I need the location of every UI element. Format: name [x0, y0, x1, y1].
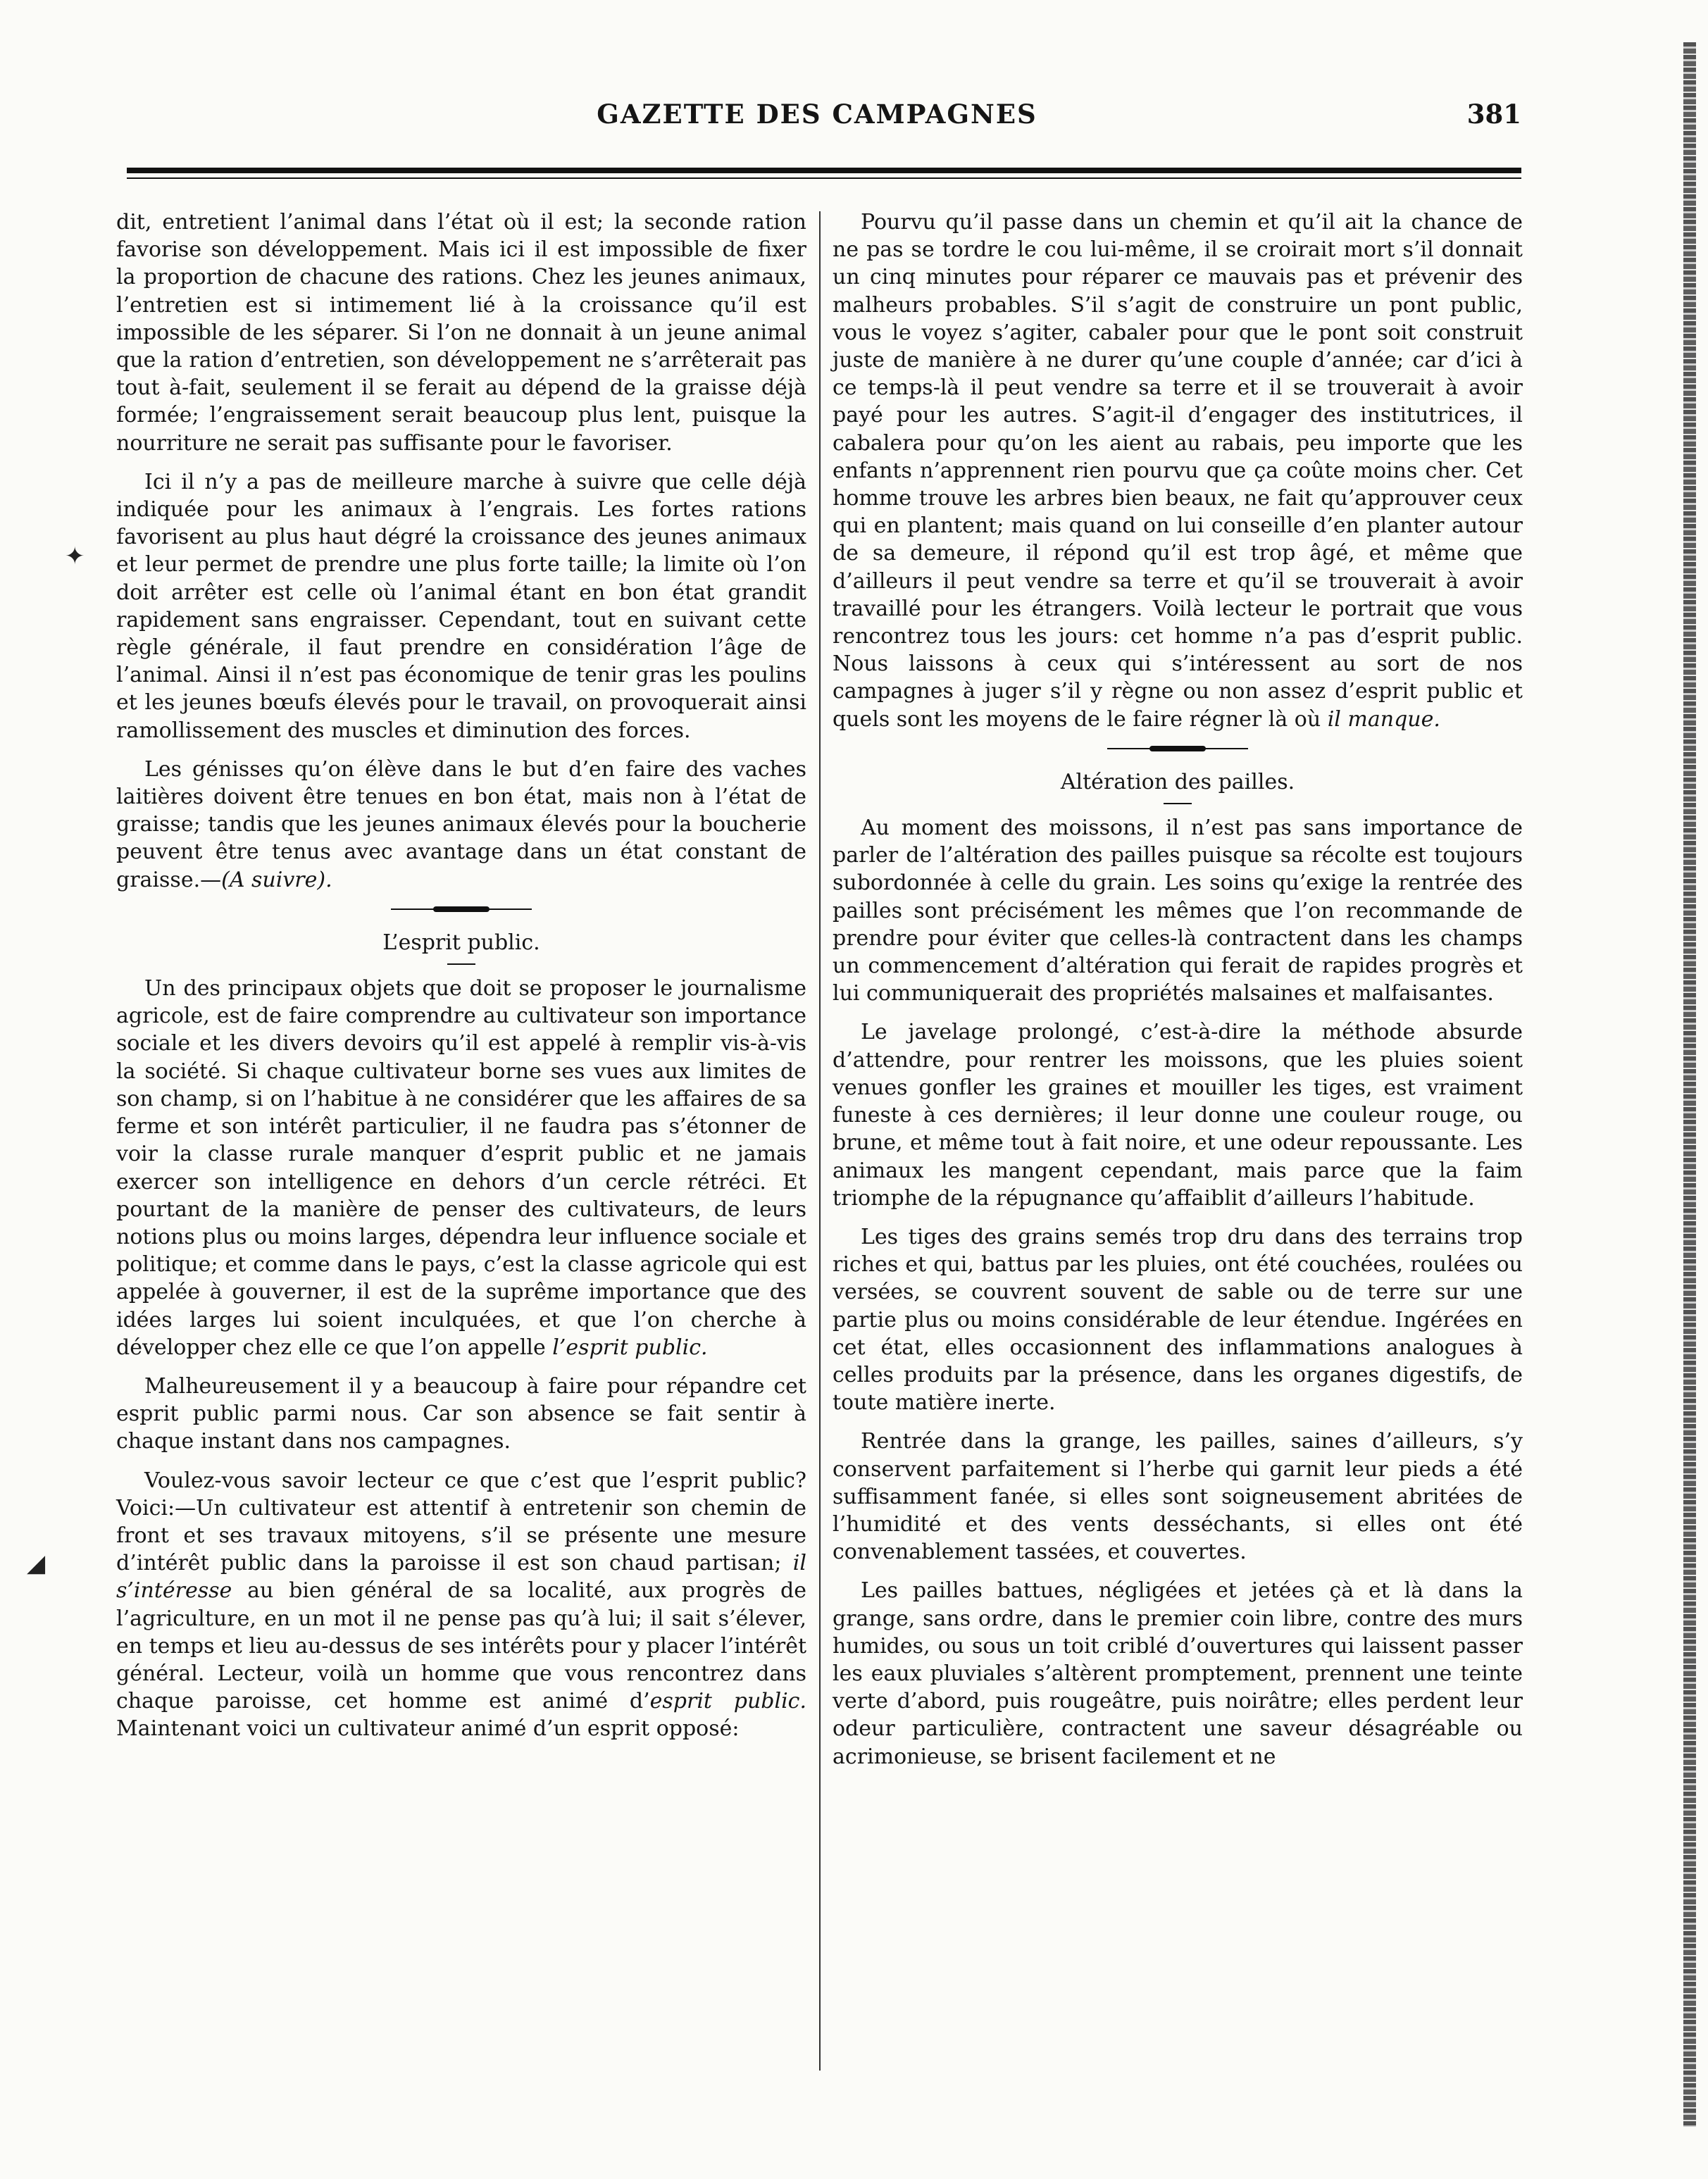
paragraph: Le javelage prolongé, c’est-à-dire la méthode absurde d’attendre, pour rentrer les moissons, que les pluies soient venues gonfler les graines et mouiller les tiges, est vraiment funeste à ces dernières; il leur donne une couleur rouge, ou brune, et même tout à fait noire, et une odeur repoussante. Les animaux les mangent cependant, mais parce que la faim triomphe de la répugnance qu’affaiblit d’ailleurs l’habitude.	[833, 1020, 1523, 1211]
scan-edge-shadow	[1683, 42, 1696, 2127]
paragraph: Rentrée dans la grange, les pailles, saines d’ailleurs, s’y conservent parfaitement si l’herbe qui garnit leur pieds a été suffisamment fanée, si elles sont soigneusement abritées de l’humidité et des vents desséchants, si elles ont été convenablement tassées, et couvertes.	[833, 1429, 1523, 1565]
section-title-alteration-pailles: Altération des pailles.	[1060, 769, 1295, 794]
emphasis: esprit public.	[649, 1689, 807, 1714]
margin-ink-mark: ◢	[27, 1549, 46, 1578]
page-number: 381	[1466, 99, 1521, 130]
paragraph	[116, 1467, 806, 1743]
left-column	[116, 208, 806, 2061]
to-be-continued: (A suivre).	[221, 867, 332, 892]
paragraph: Malheureusement il y a beaucoup à faire pour répandre cet esprit public parmi nous. Car son absence se fait sentir à chaque instant dans nos campagnes.	[116, 1373, 806, 1454]
paragraph-text: Un des principaux objets que doit se proposer le journalisme agricole, est de faire comprendre au cultivateur son importance sociale et les divers devoirs qu’il est appelé à remplir vis-à-vis la société. Si chaque cultivateur borne ses vues aux limites de son champ, si on l’habitue à ne considérer que les affaires de sa ferme et son intérêt particulier, il ne faudra pas s’étonner de voir la classe rurale manquer d’esprit public et ne jamais exercer son intelligence en dehors d’un cercle rétréci. Et pourtant de la manière de penser des cultivateurs, de leurs notions plus ou moins larges, dépendra leur influence sociale et politique; et comme dans le pays, c’est la classe agricole qui est appelée à gouverner, il est de la suprême importance que des idées larges lui soient inculquées, et que l’on cherche à développer chez elle ce que l’on appelle	[116, 976, 806, 1360]
paragraph	[116, 756, 806, 894]
right-column	[833, 208, 1523, 2061]
paragraph	[116, 975, 806, 1361]
paragraph-text: au bien général de sa localité, aux progrès de l’agriculture, en un mot il ne pense pas qu’à lui; il sait s’élever, en temps et lieu au-dessus de ses intérêts pour y placer l’intérêt général. Lecteur, voilà un homme que vous rencontrez dans chaque paroisse, cet homme est animé d’	[116, 1578, 806, 1714]
header-rule-thin	[127, 177, 1521, 179]
paragraph: dit, entretient l’animal dans l’état où il est; la seconde ration favorise son développement. Mais ici il est impossible de fixer la proportion de chacune des rations. Chez les jeunes animaux, l’entretien est si intimement lié à la croissance qu’il est impossible de les séparer. Si l’on ne donnait à un jeune animal que la ration d’entretien, son développement ne s’arrêterait pas tout à-fait, seulement il se ferait au dépend de la graisse déjà formée; l’engraissement serait beaucoup plus lent, puisque la nourriture ne serait pas suffisante pour le favoriser.	[116, 210, 806, 456]
paragraph: Les pailles battues, négligées et jetées çà et là dans la grange, sans ordre, dans le premier coin libre, contre des murs humides, ou sous un toit criblé d’ouvertures qui laissent passer les eaux pluviales s’altèrent promptement, prennent une teinte verte d’abord, puis rougeâtre, puis noirâtre; elles perdent leur odeur particulière, contractent une saveur désagréable ou acrimonieuse, se brisent facilement et ne	[833, 1578, 1523, 1769]
title-underline	[447, 963, 475, 965]
paragraph: Ici il n’y a pas de meilleure marche à suivre que celle déjà indiquée pour les animaux à l’engrais. Les fortes rations favorisent au plus haut dégré la croissance des jeunes animaux et leur permet de prendre une plus forte taille; la limite où l’on doit arrêter est celle où l’animal étant en bon état grandit rapidement sans engraisser. Cependant, tout en suivant cette règle générale, il faut prendre en considération l’âge de l’animal. Ainsi il n’est pas économique de tenir gras les poulins et les jeunes bœufs élevés pour le travail, on provoquerait ainsi ramollissement des muscles et diminution des forces.	[116, 469, 806, 743]
paragraph	[833, 208, 1523, 733]
emphasis: l’esprit public.	[552, 1335, 708, 1360]
section-separator	[1107, 746, 1248, 751]
column-divider	[819, 211, 821, 2071]
margin-ink-mark: ✦	[65, 542, 85, 570]
section-title-esprit-public: L’esprit public.	[382, 930, 540, 955]
section-separator	[391, 906, 532, 912]
paragraph-text: Voulez-vous savoir lecteur ce que c’est que l’esprit public? Voici:—Un cultivateur est attentif à entretenir son chemin de front et ses travaux mitoyens, s’il se présente une mesure d’intérêt public dans la paroisse il est son chaud partisan;	[116, 1468, 806, 1576]
paragraph: Les tiges des grains semés trop dru dans des terrains trop riches et qui, battus par les pluies, ont été couchées, roulées ou versées, se couvrent souvent de sable ou de terre sur une partie plus ou moins considérable de leur étendue. Ingérées en cet état, elles occasionnent des inflammations analogues à celles produits par la présence, dans les organes digestifs, de toute matière inerte.	[833, 1224, 1523, 1416]
emphasis: il manque.	[1327, 706, 1440, 732]
paragraph: Au moment des moissons, il n’est pas sans importance de parler de l’altération des pailles puisque sa récolte est toujours subordonnée à celle du grain. Les soins qu’exige la rentrée des pailles sont précisément les mêmes que l’on recommande de prendre pour éviter que celles-là contractent dans les champs un commencement d’altération qui ferait de rapides progrès et lui communiquerait des propriétés malsaines et malfaisantes.	[833, 816, 1523, 1006]
paragraph-text: Maintenant voici un cultivateur animé d’un esprit opposé:	[116, 1716, 740, 1742]
journal-title: GAZETTE DES CAMPAGNES	[597, 99, 1037, 130]
paragraph-text: Pourvu qu’il passe dans un chemin et qu’il ait la chance de ne pas se tordre le cou lui-même, il se croirait mort s’il donnait un cinq minutes pour réparer ce mauvais pas et prévenir des malheurs probables. S’il s’agit de construire un pont public, vous le voyez s’agiter, cabaler pour que le pont soit construit juste de manière à ne durer qu’une couple d’année; car d’ici à ce temps-là il peut vendre sa terre et il se trouverait à avoir payé pour les autres. S’agit-il d’engager des institutrices, il cabalera pour qu’on les aient au rabais, peu importe que les enfants n’apprennent rien pourvu que ça coûte moins cher. Cet homme trouve les arbres bien beaux, ne fait qu’approuver ceux qui en plantent; mais quand on lui conseille d’en planter autour de sa demeure, il répond qu’il est trop âgé, et même que d’ailleurs il peut vendre sa terre et qu’il se trouverait à avoir travaillé pour les étrangers. Voilà lecteur le portrait que vous rencontrez tous les jours: cet homme n’a pas d’esprit public. Nous laissons à ceux qui s’intéressent au sort de nos campagnes à juger s’il y règne ou non assez d’esprit public et quels sont les moyens de le faire régner là où	[833, 210, 1523, 732]
page-header	[113, 99, 1521, 141]
header-rule-thick	[127, 168, 1521, 173]
emphasis: il s’intéresse	[116, 1551, 806, 1604]
paragraph-text: Les génisses qu’on élève dans le but d’en faire des vaches laitières doivent être tenues en bon état, mais non à l’état de graisse; tandis que les jeunes animaux élevés pour la boucherie peuvent être tenus avec avantage dans un état constant de graisse.—	[116, 756, 806, 892]
title-underline	[1164, 803, 1192, 804]
